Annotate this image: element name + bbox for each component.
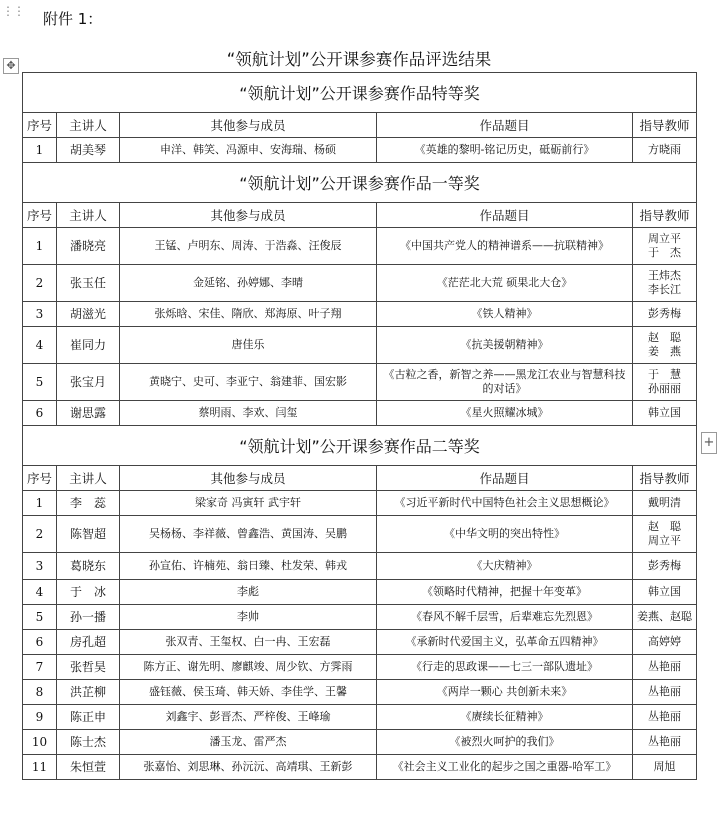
table-row xyxy=(23,516,697,553)
header-speaker: 主讲人 xyxy=(57,466,120,491)
table-row xyxy=(23,491,697,516)
members-cell: 张烁晗、宋佳、隋欣、郑海原、叶子翔 xyxy=(120,302,377,327)
section-title: “领航计划”公开课参赛作品一等奖 xyxy=(23,163,697,203)
work-title-cell: 《习近平新时代中国特色社会主义思想概论》 xyxy=(377,491,633,516)
table-row xyxy=(23,630,697,655)
attachment-label: 附件 1： xyxy=(43,10,103,28)
header-no: 序号 xyxy=(23,203,57,228)
work-title-cell: 《星火照耀冰城》 xyxy=(377,401,633,426)
work-title-cell: 《社会主义工业化的起步之国之重器-哈军工》 xyxy=(377,755,633,780)
speaker-cell: 胡美琴 xyxy=(57,138,120,163)
speaker-cell: 崔同力 xyxy=(57,327,120,364)
row-number: 2 xyxy=(23,265,57,302)
advisor-cell: 彭秀梅 xyxy=(633,553,697,580)
speaker-cell: 陈士杰 xyxy=(57,730,120,755)
speaker-cell: 张玉任 xyxy=(57,265,120,302)
work-title-cell: 《春风不解千层雪，后辈难忘先烈恩》 xyxy=(377,605,633,630)
section-title-row xyxy=(23,426,697,466)
speaker-cell: 陈智超 xyxy=(57,516,120,553)
header-speaker: 主讲人 xyxy=(57,113,120,138)
members-cell: 潘玉龙、雷严杰 xyxy=(120,730,377,755)
row-number: 8 xyxy=(23,680,57,705)
row-number: 6 xyxy=(23,630,57,655)
row-number: 10 xyxy=(23,730,57,755)
advisor-cell: 韩立国 xyxy=(633,401,697,426)
table-move-handle-icon[interactable]: ✥ xyxy=(3,58,19,74)
speaker-cell: 于 冰 xyxy=(57,580,120,605)
speaker-cell: 张哲昊 xyxy=(57,655,120,680)
work-title-cell: 《大庆精神》 xyxy=(377,553,633,580)
members-cell: 李帅 xyxy=(120,605,377,630)
advisor-cell: 丛艳丽 xyxy=(633,730,697,755)
work-title-cell: 《英雄的黎明-铭记历史，砥砺前行》 xyxy=(377,138,633,163)
speaker-cell: 孙一播 xyxy=(57,605,120,630)
members-cell: 黄晓宁、史可、李亚宁、翁建菲、国宏影 xyxy=(120,364,377,401)
work-title-cell: 《两岸一颗心 共创新未来》 xyxy=(377,680,633,705)
members-cell: 吴杨杨、李祥薇、曾鑫浩、黄国涛、吴鹏 xyxy=(120,516,377,553)
members-cell: 王锰、卢明东、周涛、于浩淼、汪俊辰 xyxy=(120,228,377,265)
members-cell: 蔡明雨、李欢、闫玺 xyxy=(120,401,377,426)
header-speaker: 主讲人 xyxy=(57,203,120,228)
section-title: “领航计划”公开课参赛作品二等奖 xyxy=(23,426,697,466)
members-cell: 张嘉怡、刘思琳、孙沅沅、高靖琪、王新彭 xyxy=(120,755,377,780)
table-row xyxy=(23,605,697,630)
members-cell: 张双青、王玺权、白一冉、王宏磊 xyxy=(120,630,377,655)
advisor-cell: 周立平 于 杰 xyxy=(633,228,697,265)
row-number: 2 xyxy=(23,516,57,553)
advisor-cell: 戴明清 xyxy=(633,491,697,516)
row-number: 6 xyxy=(23,401,57,426)
advisor-cell: 彭秀梅 xyxy=(633,302,697,327)
speaker-cell: 张宝月 xyxy=(57,364,120,401)
speaker-cell: 洪芷柳 xyxy=(57,680,120,705)
speaker-cell: 潘晓亮 xyxy=(57,228,120,265)
work-title-cell: 《抗美援朝精神》 xyxy=(377,327,633,364)
work-title-cell: 《中华文明的突出特性》 xyxy=(377,516,633,553)
members-cell: 申洋、韩笑、冯源申、安海瑞、杨硕 xyxy=(120,138,377,163)
header-work: 作品题目 xyxy=(377,203,633,228)
speaker-cell: 胡滋光 xyxy=(57,302,120,327)
advisor-cell: 高婷婷 xyxy=(633,630,697,655)
advisor-cell: 周旭 xyxy=(633,755,697,780)
drag-handle-icon[interactable]: ⋮⋮ xyxy=(2,4,24,18)
section-title-row xyxy=(23,163,697,203)
members-cell: 李彪 xyxy=(120,580,377,605)
work-title-cell: 《铁人精神》 xyxy=(377,302,633,327)
row-number: 7 xyxy=(23,655,57,680)
table-row xyxy=(23,364,697,401)
add-column-icon[interactable]: + xyxy=(701,432,717,454)
speaker-cell: 房孔超 xyxy=(57,630,120,655)
row-number: 1 xyxy=(23,491,57,516)
page-title: “领航计划”公开课参赛作品评选结果 xyxy=(226,50,492,69)
members-cell: 孙宣佑、许楠苑、翁日臻、杜发荣、韩戎 xyxy=(120,553,377,580)
advisor-cell: 丛艳丽 xyxy=(633,705,697,730)
header-advisor: 指导教师 xyxy=(633,203,697,228)
advisor-cell: 方晓雨 xyxy=(633,138,697,163)
header-no: 序号 xyxy=(23,113,57,138)
row-number: 5 xyxy=(23,364,57,401)
work-title-cell: 《被烈火呵护的我们》 xyxy=(377,730,633,755)
table-row xyxy=(23,680,697,705)
row-number: 3 xyxy=(23,302,57,327)
header-advisor: 指导教师 xyxy=(633,466,697,491)
table-row xyxy=(23,655,697,680)
table-row xyxy=(23,580,697,605)
work-title-cell: 《行走的思政课——七三一部队遗址》 xyxy=(377,655,633,680)
speaker-cell: 李 蕊 xyxy=(57,491,120,516)
table-row xyxy=(23,138,697,163)
advisor-cell: 赵 聪 周立平 xyxy=(633,516,697,553)
row-number: 9 xyxy=(23,705,57,730)
advisor-cell: 韩立国 xyxy=(633,580,697,605)
speaker-cell: 谢思露 xyxy=(57,401,120,426)
speaker-cell: 葛晓东 xyxy=(57,553,120,580)
table-row xyxy=(23,730,697,755)
section-title: “领航计划”公开课参赛作品特等奖 xyxy=(23,73,697,113)
table-row xyxy=(23,302,697,327)
speaker-cell: 陈正申 xyxy=(57,705,120,730)
table-row xyxy=(23,327,697,364)
header-no: 序号 xyxy=(23,466,57,491)
members-cell: 陈方正、谢先明、廖麒竣、周少钦、方霁雨 xyxy=(120,655,377,680)
work-title-cell: 《承新时代爱国主义，弘革命五四精神》 xyxy=(377,630,633,655)
work-title-cell: 《赓续长征精神》 xyxy=(377,705,633,730)
header-work: 作品题目 xyxy=(377,466,633,491)
advisor-cell: 于 慧 孙丽丽 xyxy=(633,364,697,401)
header-work: 作品题目 xyxy=(377,113,633,138)
table-row xyxy=(23,401,697,426)
table-row xyxy=(23,553,697,580)
row-number: 1 xyxy=(23,228,57,265)
members-cell: 唐佳乐 xyxy=(120,327,377,364)
row-number: 11 xyxy=(23,755,57,780)
header-members: 其他参与成员 xyxy=(120,466,377,491)
members-cell: 刘鑫宇、彭晋杰、严梓俊、王峰瑜 xyxy=(120,705,377,730)
advisor-cell: 丛艳丽 xyxy=(633,655,697,680)
header-advisor: 指导教师 xyxy=(633,113,697,138)
table-header-row xyxy=(23,113,697,138)
table-row xyxy=(23,705,697,730)
advisor-cell: 丛艳丽 xyxy=(633,680,697,705)
work-title-cell: 《古粒之香，新智之养——黑龙江农业与智慧科技的对话》 xyxy=(377,364,633,401)
header-members: 其他参与成员 xyxy=(120,113,377,138)
header-members: 其他参与成员 xyxy=(120,203,377,228)
work-title-cell: 《领略时代精神，把握十年变革》 xyxy=(377,580,633,605)
speaker-cell: 朱恒萱 xyxy=(57,755,120,780)
table-header-row xyxy=(23,203,697,228)
row-number: 5 xyxy=(23,605,57,630)
work-title-cell: 《茫茫北大荒 硕果北大仓》 xyxy=(377,265,633,302)
table-row xyxy=(23,265,697,302)
section-title-row xyxy=(23,73,697,113)
row-number: 1 xyxy=(23,138,57,163)
members-cell: 金延铭、孙婷娜、李晴 xyxy=(120,265,377,302)
row-number: 3 xyxy=(23,553,57,580)
row-number: 4 xyxy=(23,580,57,605)
table-header-row xyxy=(23,466,697,491)
members-cell: 盛钰薇、侯玉琦、韩天娇、李佳学、王馨 xyxy=(120,680,377,705)
members-cell: 梁家奇 冯寅轩 武宇轩 xyxy=(120,491,377,516)
row-number: 4 xyxy=(23,327,57,364)
results-table xyxy=(22,72,697,780)
advisor-cell: 姜燕、赵聪 xyxy=(633,605,697,630)
work-title-cell: 《中国共产党人的精神谱系——抗联精神》 xyxy=(377,228,633,265)
advisor-cell: 赵 聪 姜 燕 xyxy=(633,327,697,364)
table-row xyxy=(23,228,697,265)
table-row xyxy=(23,755,697,780)
advisor-cell: 王炜杰 李长江 xyxy=(633,265,697,302)
